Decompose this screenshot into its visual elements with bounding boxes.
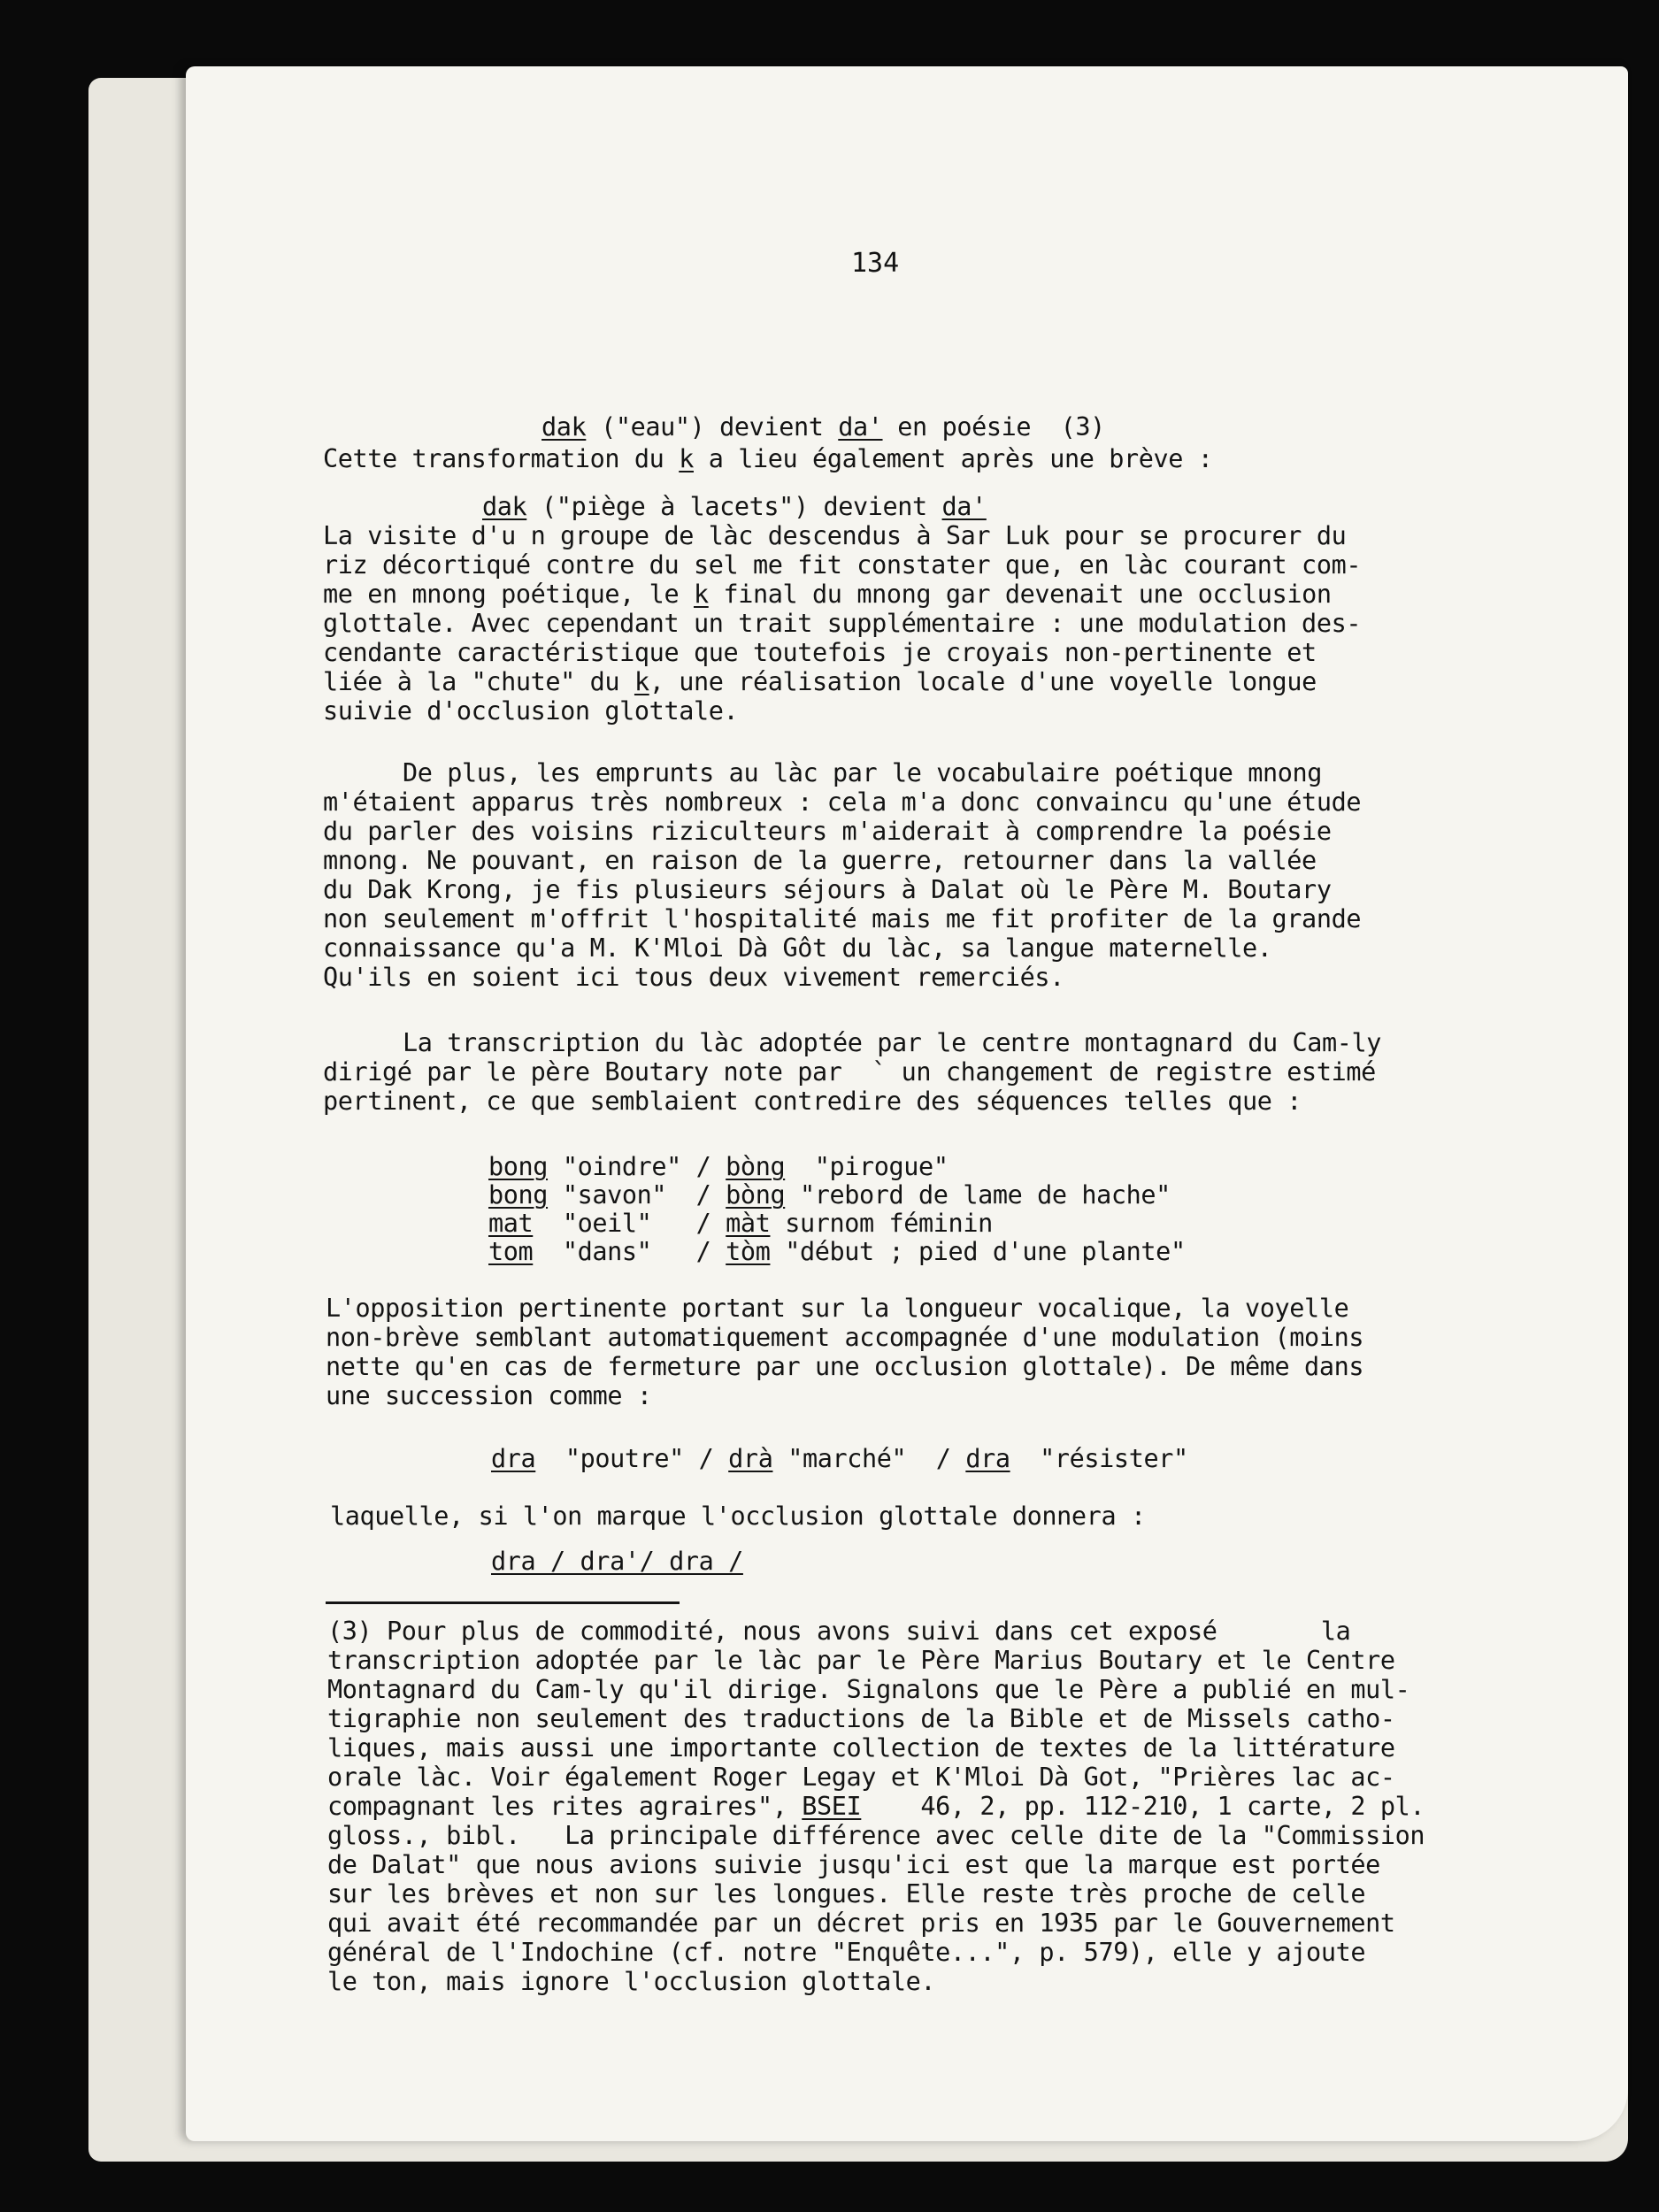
footnote-line: liques, mais aussi une importante collection de textes de la littérature <box>327 1733 1395 1763</box>
example-line <box>488 1152 949 1182</box>
footnote-rule <box>326 1601 680 1604</box>
footnote-line: gloss., bibl. La principale différence avec celle dite de la "Commission <box>327 1821 1425 1850</box>
text: "début ; pied d'une plante" <box>785 1237 1186 1266</box>
term: da' <box>941 492 987 521</box>
term: dra / dra'/ dra / <box>491 1547 743 1576</box>
paragraph-line: glottale. Avec cependant un trait supplémentaire : une modulation des- <box>323 609 1362 638</box>
term: dak <box>482 492 527 521</box>
paragraph-line: du Dak Krong, je fis plusieurs séjours à Dalat où le Père M. Boutary <box>323 875 1332 904</box>
paragraph-line <box>323 444 1213 474</box>
text: , une réalisation locale d'une voyelle longue <box>649 667 1317 696</box>
example-line <box>491 1444 1188 1474</box>
term: bong <box>488 1152 549 1181</box>
footnote-line: général de l'Indochine (cf. notre "Enquête...", p. 579), elle y ajoute <box>327 1938 1366 1967</box>
paragraph-line: laquelle, si l'on marque l'occlusion glottale donnera : <box>330 1502 1146 1531</box>
footnote-line: qui avait été recommandée par un décret pris en 1935 par le Gouvernement <box>327 1909 1395 1938</box>
term: bòng <box>726 1180 786 1210</box>
footnote-line: orale làc. Voir également Roger Legay et K'Mloi Dà Got, "Prières lac ac- <box>327 1763 1395 1792</box>
paragraph-line: suivie d'occlusion glottale. <box>323 696 739 726</box>
paragraph-line: L'opposition pertinente portant sur la longueur vocalique, la voyelle <box>326 1294 1349 1323</box>
paragraph-line: nette qu'en cas de fermeture par une occlusion glottale). De même dans <box>326 1352 1364 1381</box>
paragraph-line: riz décortiqué contre du sel me fit constater que, en làc courant com- <box>323 550 1362 580</box>
text: Cette transformation du <box>323 444 664 473</box>
footnote-line: de Dalat" que nous avions suivie jusqu'ici est que la marque est portée <box>327 1850 1380 1879</box>
paragraph-line: Qu'ils en soient ici tous deux vivement remerciés. <box>323 963 1064 992</box>
paragraph-line: connaissance qu'a M. K'Mloi Dà Gôt du làc, sa langue maternelle. <box>323 933 1272 963</box>
footnote-line <box>327 1792 1425 1822</box>
text: "marché" / <box>787 1444 951 1473</box>
footnote-line: le ton, mais ignore l'occlusion glottale. <box>327 1967 936 1996</box>
term: dak <box>541 412 587 442</box>
text: surnom féminin <box>785 1209 993 1238</box>
text: "savon" / <box>562 1180 711 1210</box>
paragraph-line <box>323 667 1317 697</box>
text: final du mnong gar devenait une occlusion <box>723 580 1332 609</box>
term: k <box>679 444 694 473</box>
text: me en mnong poétique, le <box>323 580 680 609</box>
text: ("piège à lacets") devient <box>541 492 927 521</box>
term: k <box>634 667 649 696</box>
paragraph-line: m'étaient apparus très nombreux : cela m'a donc convaincu qu'une étude <box>323 787 1362 817</box>
text: "résister" <box>1040 1444 1188 1473</box>
paragraph-line <box>323 580 1332 610</box>
term: tom <box>488 1237 534 1266</box>
text: "pirogue" <box>814 1152 949 1181</box>
paragraph-line: De plus, les emprunts au làc par le vocabulaire poétique mnong <box>403 758 1323 787</box>
term: BSEI <box>802 1792 862 1821</box>
text: ("eau") devient <box>601 412 824 442</box>
example-line <box>488 1237 1186 1267</box>
footnote-line: Montagnard du Cam-ly qu'il dirige. Signalons que le Père a publié en mul- <box>327 1675 1410 1704</box>
paragraph-line: une succession comme : <box>326 1381 652 1410</box>
term: drà <box>728 1444 773 1473</box>
text: "poutre" / <box>565 1444 714 1473</box>
text: "dans" / <box>562 1237 711 1266</box>
example-line <box>488 1209 993 1239</box>
term: màt <box>726 1209 771 1238</box>
text: "oindre" / <box>562 1152 711 1181</box>
text: a lieu également après une brève : <box>708 444 1213 473</box>
page-number: 134 <box>851 248 900 279</box>
paragraph-line: dirigé par le père Boutary note par ` un changement de registre estimé <box>323 1057 1376 1087</box>
paragraph-line: mnong. Ne pouvant, en raison de la guerre, retourner dans la vallée <box>323 846 1317 875</box>
term: da' <box>838 412 883 442</box>
paragraph-line: pertinent, ce que semblaient contredire des séquences telles que : <box>323 1087 1302 1116</box>
term: mat <box>488 1209 534 1238</box>
footnote-line: sur les brèves et non sur les longues. Elle reste très proche de celle <box>327 1879 1366 1909</box>
paragraph-line: cendante caractéristique que toutefois je croyais non-pertinente et <box>323 638 1317 667</box>
text: en poésie (3) <box>897 412 1105 442</box>
paragraph-line: non seulement m'offrit l'hospitalité mais me fit profiter de la grande <box>323 904 1362 933</box>
text: compagnant les rites agraires", <box>327 1792 787 1821</box>
text: liée à la "chute" du <box>323 667 620 696</box>
example-line <box>491 1547 743 1577</box>
paragraph-line: non-brève semblant automatiquement accompagnée d'une modulation (moins <box>326 1323 1364 1352</box>
text: 46, 2, pp. 112-210, 1 carte, 2 pl. <box>920 1792 1425 1821</box>
footnote-line: (3) Pour plus de commodité, nous avons suivi dans cet exposé la <box>327 1617 1351 1646</box>
term: bong <box>488 1180 549 1210</box>
footnote-line: transcription adoptée par le làc par le Père Marius Boutary et le Centre <box>327 1646 1395 1675</box>
paragraph-line: du parler des voisins riziculteurs m'aiderait à comprendre la poésie <box>323 817 1332 846</box>
text: "oeil" / <box>562 1209 711 1238</box>
footnote-line: tigraphie non seulement des traductions de la Bible et de Missels catho- <box>327 1704 1395 1733</box>
term: bòng <box>726 1152 786 1181</box>
paragraph-line: La transcription du làc adoptée par le centre montagnard du Cam-ly <box>403 1028 1382 1057</box>
example-line <box>482 492 987 522</box>
text: "rebord de lame de hache" <box>799 1180 1171 1210</box>
term: dra <box>491 1444 536 1473</box>
term: k <box>693 580 709 609</box>
term: tòm <box>726 1237 771 1266</box>
term: dra <box>965 1444 1010 1473</box>
example-line <box>488 1180 1171 1210</box>
paragraph-line: La visite d'u n groupe de làc descendus à Sar Luk pour se procurer du <box>323 521 1347 550</box>
